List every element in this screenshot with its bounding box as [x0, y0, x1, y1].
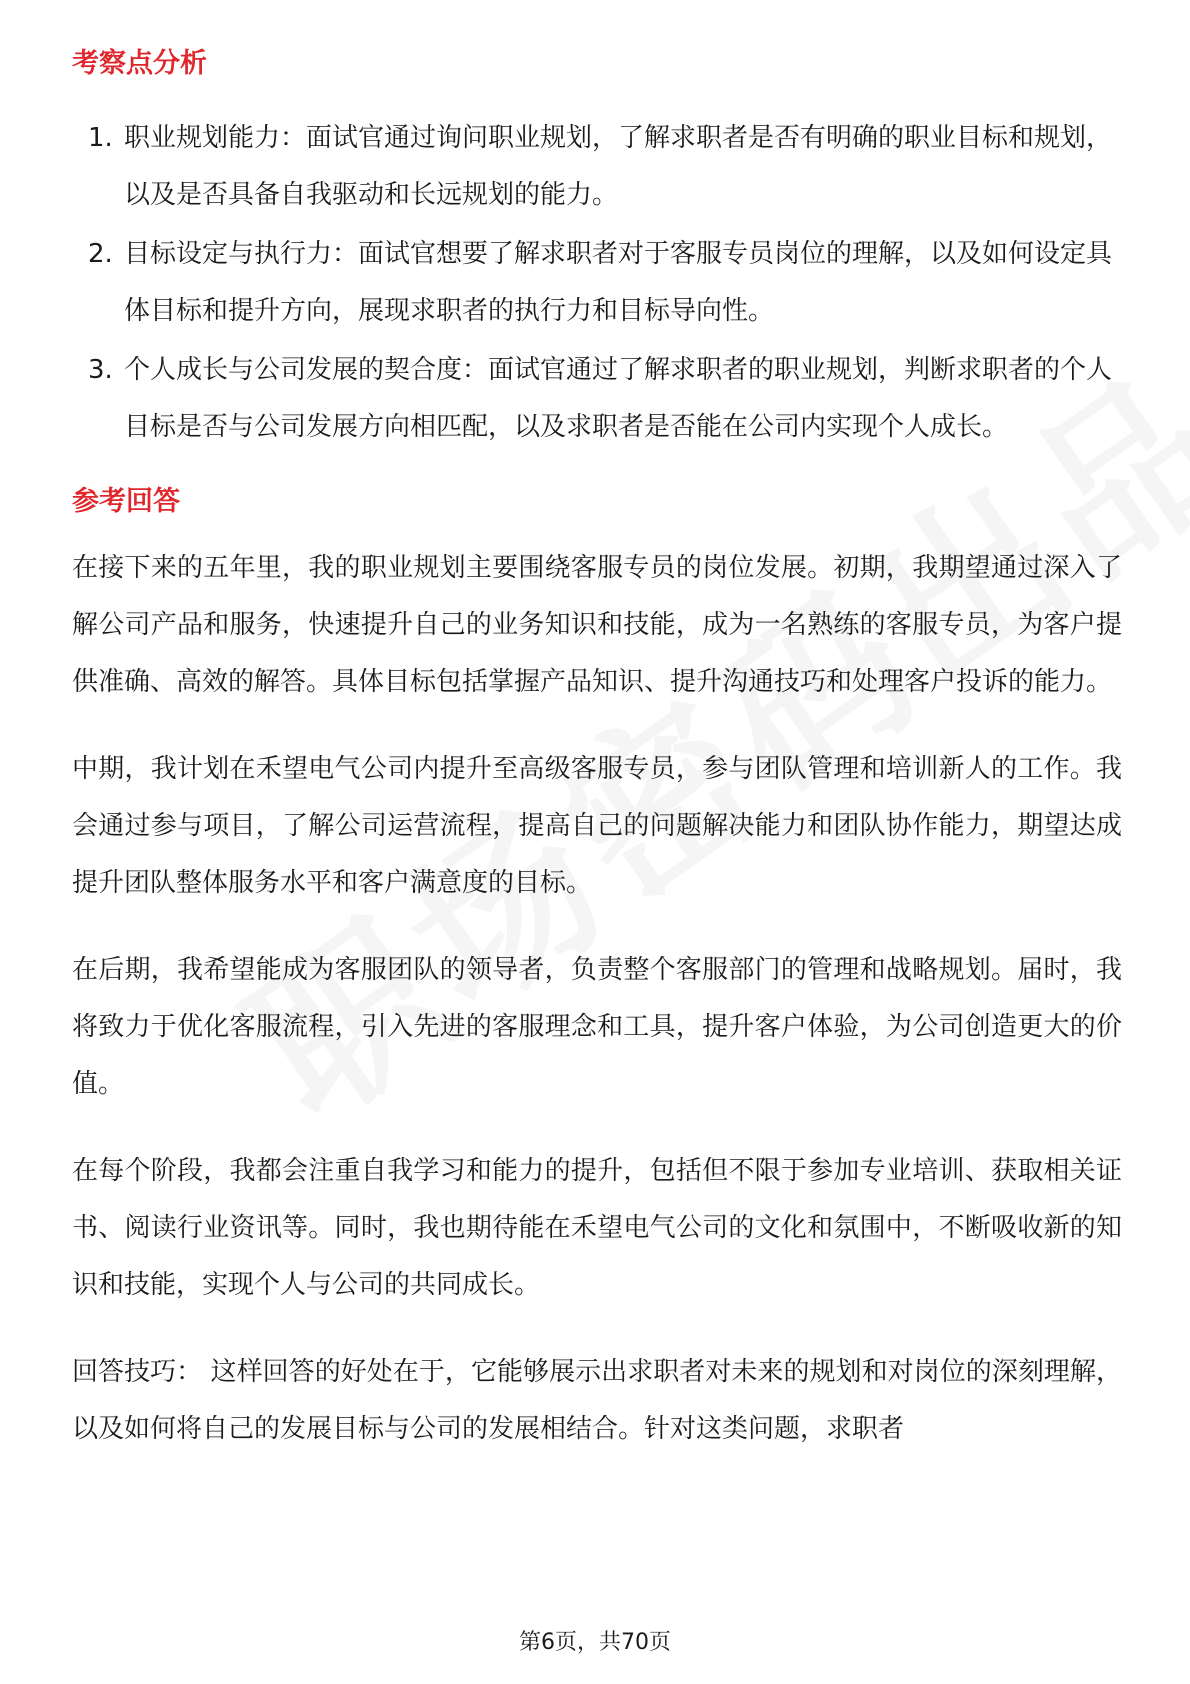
reference-paragraph: 在每个阶段，我都会注重自我学习和能力的提升，包括但不限于参加专业培训、获取相关证书、阅读行业资讯等。同时，我也期待能在禾望电气公司的文化和氛围中，不断吸收新的知识和技能，实现个人与公司的共同成长。: [72, 1156, 1122, 1300]
analysis-item-text: 职业规划能力：面试官通过询问职业规划，了解求职者是否有明确的职业目标和规划，以及是否具备自我驱动和长远规划的能力。: [124, 123, 1113, 210]
reference-heading: 参考回答: [72, 486, 180, 517]
analysis-list: [72, 110, 1122, 456]
reference-paragraph: 在接下来的五年里，我的职业规划主要围绕客服专员的岗位发展。初期，我期望通过深入了解公司产品和服务，快速提升自己的业务知识和技能，成为一名熟练的客服专员，为客户提供准确、高效的解答。具体目标包括掌握产品知识、提升沟通技巧和处理客户投诉的能力。: [72, 553, 1122, 697]
reference-paragraph: 在后期，我希望能成为客服团队的领导者，负责整个客服部门的管理和战略规划。届时，我将致力于优化客服流程，引入先进的客服理念和工具，提升客户体验，为公司创造更大的价值。: [72, 955, 1122, 1099]
analysis-item-number: 3.: [88, 355, 113, 385]
reference-paragraph: 中期，我计划在禾望电气公司内提升至高级客服专员，参与团队管理和培训新人的工作。我会通过参与项目，了解公司运营流程，提高自己的问题解决能力和团队协作能力，期望达成提升团队整体服务水平和客户满意度的目标。: [72, 754, 1122, 898]
analysis-item-text: 个人成长与公司发展的契合度：面试官通过了解求职者的职业规划，判断求职者的个人目标是否与公司发展方向相匹配，以及求职者是否能在公司内实现个人成长。: [124, 355, 1113, 442]
analysis-item-number: 1.: [88, 123, 113, 153]
page-number-footer: 第6页，共70页: [519, 1630, 671, 1655]
analysis-item: [72, 226, 1122, 340]
analysis-heading: 考察点分析: [72, 48, 207, 79]
analysis-item-number: 2.: [88, 239, 113, 269]
answer-tips-paragraph: 回答技巧： 这样回答的好处在于，它能够展示出求职者对未来的规划和对岗位的深刻理解，以及如何将自己的发展目标与公司的发展相结合。针对这类问题，求职者: [72, 1357, 1122, 1444]
document-page: [72, 44, 1122, 1488]
analysis-item: [72, 342, 1122, 456]
analysis-item-text: 目标设定与执行力：面试官想要了解求职者对于客服专员岗位的理解，以及如何设定具体目标和提升方向，展现求职者的执行力和目标导向性。: [124, 239, 1113, 326]
analysis-item: [72, 110, 1122, 224]
